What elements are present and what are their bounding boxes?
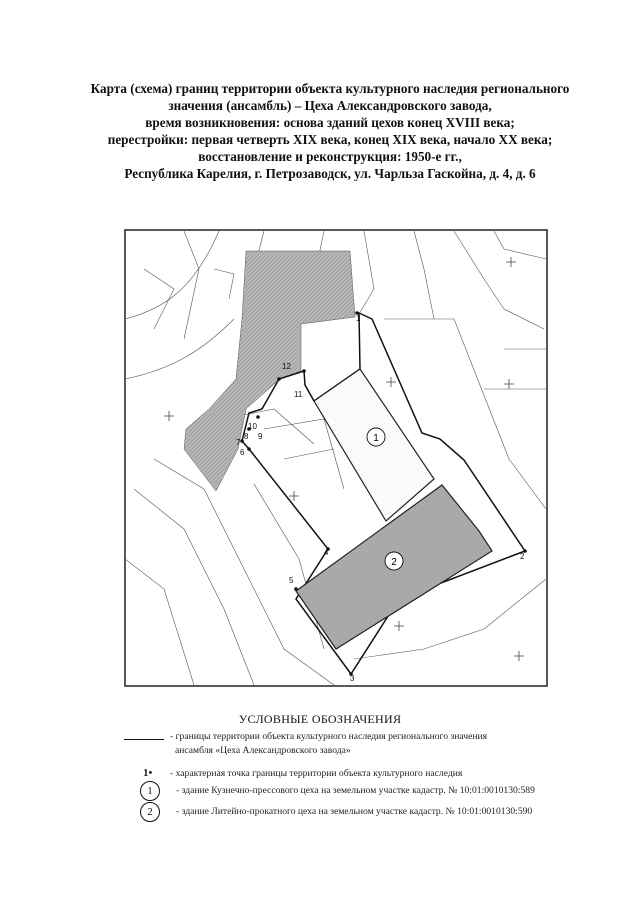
point-label-9: 9 bbox=[258, 432, 263, 441]
legend-boundary-text-2: ансамбля «Цеха Александровского завода» bbox=[175, 745, 351, 756]
legend-building-1-circle: 1 bbox=[140, 781, 160, 801]
point-label-2: 2 bbox=[520, 552, 525, 561]
title-line-5: восстановление и реконструкция: 1950-е гг., bbox=[198, 149, 462, 164]
title-line-6: Республика Карелия, г. Петрозаводск, ул. Чарльза Гаскойна, д. 4, д. 6 bbox=[124, 166, 536, 181]
legend-point-dot: • bbox=[148, 767, 153, 779]
legend-building-2-circle: 2 bbox=[140, 802, 160, 822]
point-label-8: 8 bbox=[244, 432, 249, 441]
point-label-3: 3 bbox=[350, 674, 355, 683]
point-label-4: 4 bbox=[324, 548, 329, 557]
legend-boundary-line-symbol bbox=[124, 739, 164, 740]
title-line-2: значения (ансамбль) – Цеха Александровского завода, bbox=[168, 98, 492, 113]
point-label-1: 1 bbox=[356, 314, 361, 323]
map-title bbox=[40, 80, 620, 182]
legend-point-symbol-number: 1 bbox=[143, 767, 149, 779]
legend-boundary-text-1: - границы территории объекта культурного наследия регионального значения bbox=[170, 731, 488, 742]
legend-point-text: - характерная точка границы территории объекта культурного наследия bbox=[170, 768, 463, 779]
building-1-label bbox=[367, 428, 385, 446]
title-line-1: Карта (схема) границ территории объекта культурного наследия регионального bbox=[90, 81, 570, 96]
building-1-number: 1 bbox=[373, 433, 379, 444]
legend-building-2-text: - здание Литейно-прокатного цеха на земельном участке кадастр. № 10:01:0010130:590 bbox=[176, 806, 533, 817]
building-2-label bbox=[385, 552, 403, 570]
point-label-5: 5 bbox=[289, 576, 294, 585]
building-2-number: 2 bbox=[391, 557, 397, 568]
point-label-10: 10 bbox=[248, 422, 257, 431]
title-line-3: время возникновения: основа зданий цехов конец XVIII века; bbox=[145, 115, 515, 130]
point-label-11: 11 bbox=[294, 390, 303, 399]
point-label-6: 6 bbox=[240, 448, 245, 457]
legend-building-1-text: - здание Кузнечно-прессового цеха на земельном участке кадастр. № 10:01:0010130:589 bbox=[176, 785, 535, 796]
point-label-7: 7 bbox=[236, 438, 241, 447]
legend-point-symbol bbox=[143, 767, 152, 779]
title-line-4: перестройки: первая четверть XIX века, конец XIX века, начало XX века; bbox=[107, 132, 553, 147]
cadastral-map bbox=[124, 229, 548, 687]
point-label-12: 12 bbox=[282, 362, 291, 371]
legend-heading: УСЛОВНЫЕ ОБОЗНАЧЕНИЯ bbox=[238, 712, 402, 726]
